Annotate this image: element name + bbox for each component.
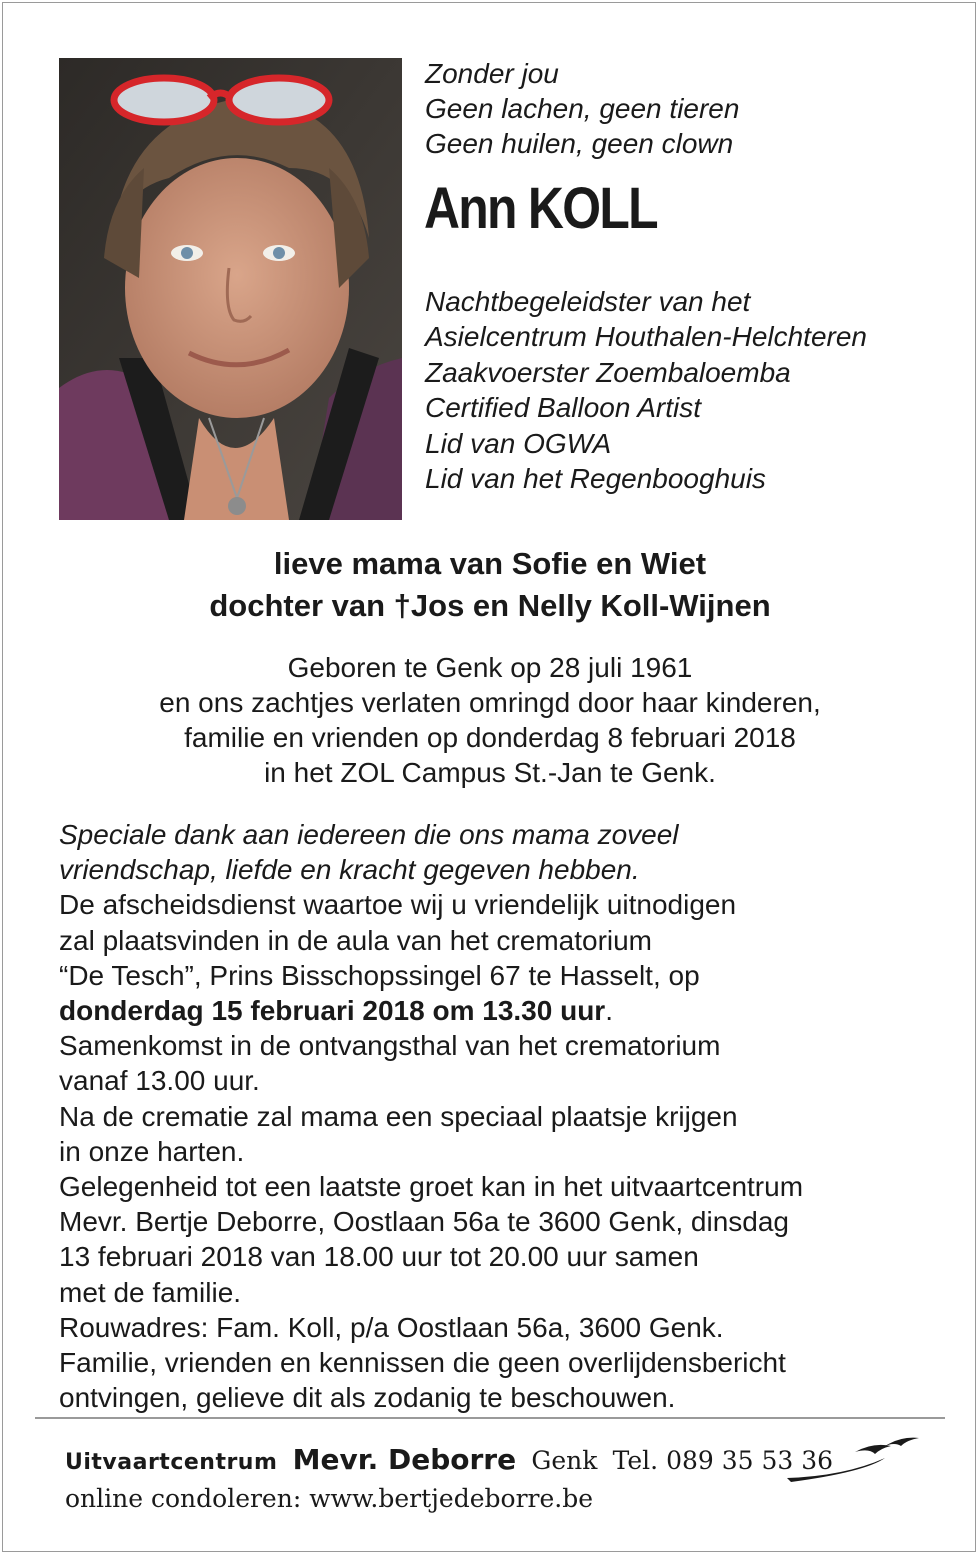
relation-line: dochter van †Jos en Nelly Koll-Wijnen: [209, 588, 771, 623]
detail-line: Mevr. Bertje Deborre, Oostlaan 56a te 3600 Genk, dinsdag: [59, 1206, 789, 1238]
service-date-suffix: .: [605, 995, 613, 1027]
service-line: zal plaatsvinden in de aula van het crematorium: [59, 924, 653, 956]
online-condolence[interactable]: online condoleren: www.bertjedeborre.be: [65, 1484, 594, 1513]
funeral-home-town: Genk: [531, 1446, 598, 1475]
poem-line: Geen lachen, geen tieren: [425, 93, 740, 124]
detail-line: ontvingen, gelieve dit als zodanig te beschouwen.: [59, 1382, 676, 1414]
birth-line: en ons zachtjes verlaten omringd door haar kinderen,: [159, 687, 821, 718]
detail-line: 13 februari 2018 van 18.00 uur tot 20.00 uur samen: [59, 1241, 699, 1273]
detail-line: Familie, vrienden en kennissen die geen overlijdensbericht: [59, 1347, 786, 1379]
role-line: Asielcentrum Houthalen-Helchteren: [425, 321, 867, 353]
roles-list: [425, 284, 965, 496]
birth-death-info: [0, 650, 980, 790]
family-relations: [0, 543, 980, 627]
detail-line: Gelegenheid tot een laatste groet kan in het uitvaartcentrum: [59, 1171, 804, 1203]
role-line: Lid van het Regenbooghuis: [425, 463, 766, 495]
role-line: Certified Balloon Artist: [425, 392, 701, 424]
service-date: donderdag 15 februari 2018 om 13.30 uur: [59, 995, 606, 1027]
role-line: Zaakvoerster Zoembaloemba: [425, 356, 791, 388]
birth-line: Geboren te Genk op 28 juli 1961: [287, 652, 693, 683]
deceased-name: Ann KOLL: [424, 176, 657, 241]
birds-logo-icon: [785, 1432, 925, 1484]
footer-divider: [35, 1417, 945, 1419]
detail-line: vanaf 13.00 uur.: [59, 1065, 260, 1097]
detail-line: Rouwadres: Fam. Koll, p/a Oostlaan 56a, 3600 Genk.: [59, 1311, 724, 1343]
poem-line: Geen huilen, geen clown: [425, 128, 734, 159]
funeral-home-brand: Uitvaartcentrum: [65, 1450, 278, 1475]
detail-line: met de familie.: [59, 1276, 242, 1308]
service-line: De afscheidsdienst waartoe wij u vriendelijk uitnodigen: [59, 889, 737, 921]
poem-line: Zonder jou: [425, 58, 559, 89]
birth-line: familie en vrienden op donderdag 8 februari 2018: [184, 722, 796, 753]
portrait-photo: [59, 58, 402, 520]
relation-line: lieve mama van Sofie en Wiet: [273, 546, 707, 581]
detail-line: in onze harten.: [59, 1135, 245, 1167]
announcement-body: [59, 817, 959, 1415]
funeral-home-name: Mevr. Deborre: [292, 1443, 517, 1476]
role-line: Nachtbegeleidster van het: [425, 286, 751, 317]
funeral-home-line: [65, 1443, 833, 1476]
thanks-line: vriendschap, liefde en kracht gegeven hebben.: [59, 854, 640, 886]
thanks-line: Speciale dank aan iedereen die ons mama zoveel: [59, 819, 679, 850]
poem: [425, 56, 945, 161]
role-line: Lid van OGWA: [425, 427, 612, 459]
funeral-home-phone: Tel. 089 35 53 36: [612, 1446, 834, 1475]
detail-line: Samenkomst in de ontvangsthal van het crematorium: [59, 1030, 721, 1062]
service-date-line: [59, 993, 959, 1028]
service-line: “De Tesch”, Prins Bisschopssingel 67 te Hasselt, op: [59, 959, 700, 991]
birth-line: in het ZOL Campus St.-Jan te Genk.: [264, 757, 716, 788]
detail-line: Na de crematie zal mama een speciaal plaatsje krijgen: [59, 1100, 738, 1132]
